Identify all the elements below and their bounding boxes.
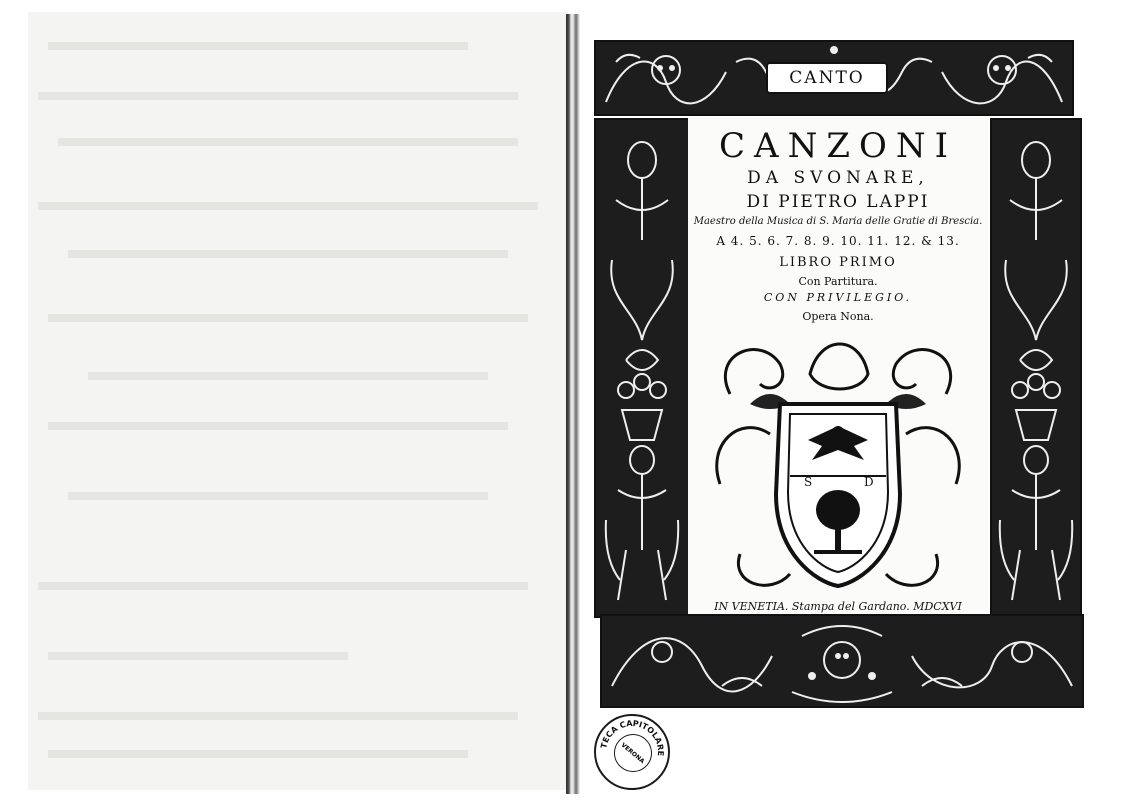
library-stamp	[594, 714, 670, 790]
show-through-line	[38, 582, 528, 590]
left-blank-page	[28, 12, 568, 790]
work-title: CANZONI	[719, 126, 957, 166]
composer-affiliation: Maestro della Musica di S. Maria delle Gratie di Brescia.	[693, 216, 983, 227]
part-name-label: CANTO	[766, 62, 888, 94]
book-gutter	[566, 14, 580, 794]
voice-counts: A 4. 5. 6. 7. 8. 9. 10. 11. 12. & 13.	[716, 234, 960, 248]
opus-number: Opera Nona.	[802, 310, 874, 323]
title-page	[580, 14, 1100, 792]
show-through-line	[48, 314, 528, 322]
right-ornament-column	[990, 118, 1082, 618]
show-through-line	[48, 422, 508, 430]
printer-crest-emblem	[710, 334, 966, 596]
title-text-panel	[688, 118, 988, 614]
score-note: Con Partitura.	[798, 275, 878, 288]
show-through-line	[48, 750, 468, 758]
crest-initial-s: S	[804, 475, 813, 489]
imprint-line: IN VENETIA. Stampa del Gardano. MDCXVI	[714, 600, 962, 613]
stamp-center-text: VERONA	[606, 726, 660, 780]
show-through-line	[48, 652, 348, 660]
show-through-line	[68, 492, 488, 500]
bottom-ornament-band	[600, 614, 1084, 708]
show-through-line	[38, 712, 518, 720]
show-through-line	[68, 250, 508, 258]
show-through-line	[58, 138, 518, 146]
show-through-line	[48, 42, 468, 50]
work-subtitle: DA SVONARE,	[747, 168, 929, 188]
show-through-line	[88, 372, 488, 380]
left-ornament-column	[594, 118, 690, 618]
book-number: LIBRO PRIMO	[779, 255, 897, 270]
show-through-line	[38, 202, 538, 210]
composer-name: DI PIETRO LAPPI	[746, 192, 930, 212]
crest-initial-d: D	[864, 475, 874, 489]
show-through-line	[38, 92, 518, 100]
stamp-ring-text: TECA CAPITOLARE	[599, 718, 666, 757]
privilege-note: CON PRIVILEGIO.	[763, 291, 913, 304]
